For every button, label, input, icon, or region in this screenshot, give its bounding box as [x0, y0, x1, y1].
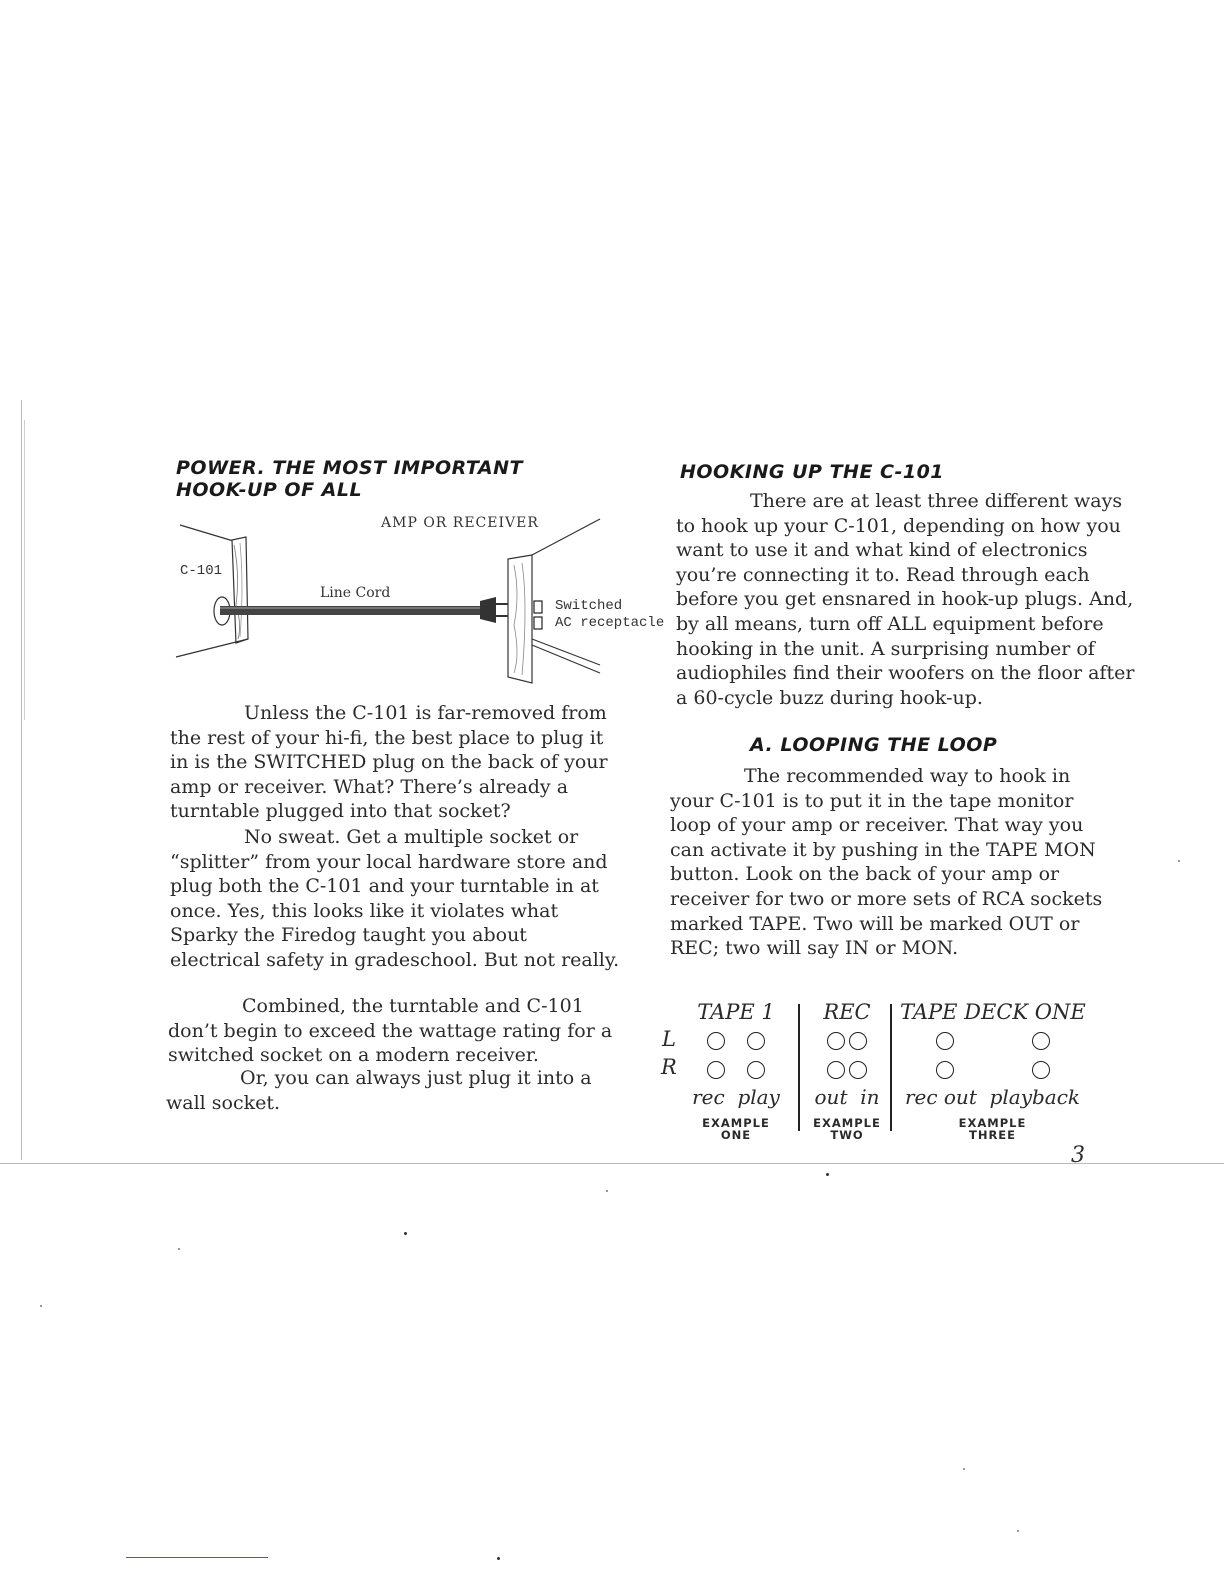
page-number: 3	[1071, 1143, 1085, 1168]
hooking-up-heading: HOOKING UP THE C-101	[680, 461, 945, 483]
power-heading	[176, 457, 616, 501]
dust-speck	[178, 1248, 180, 1250]
example-header: REC	[823, 1000, 871, 1024]
example-caption: EXAMPLE	[813, 1116, 881, 1130]
rca-socket-icon	[849, 1061, 867, 1079]
example-header: TAPE DECK ONE	[900, 1000, 1086, 1024]
socket-row-l	[808, 1030, 886, 1050]
example-divider	[890, 1004, 892, 1131]
example-one	[690, 1000, 782, 1141]
ac-receptacle-label: AC receptacle	[555, 615, 665, 631]
dust-speck	[606, 1190, 608, 1192]
example-header: TAPE 1	[697, 1000, 775, 1024]
paragraph	[168, 994, 618, 1068]
rca-socket-icon	[747, 1061, 765, 1079]
scan-edge	[24, 420, 25, 720]
socket-row-r	[900, 1060, 1085, 1080]
c101-label: C-101	[180, 563, 223, 579]
dust-speck	[826, 1173, 829, 1176]
right-channel-label: R	[661, 1055, 677, 1079]
example-controls: out in	[814, 1085, 880, 1109]
left-channel-label: L	[662, 1027, 676, 1051]
dust-speck	[1017, 1530, 1019, 1532]
switched-label: Switched	[555, 598, 623, 614]
rca-socket-icon	[827, 1061, 845, 1079]
rca-socket-icon	[849, 1032, 867, 1050]
rca-socket-icon	[1032, 1061, 1050, 1079]
paragraph-text: Or, you can always just plug it into a wall socket.	[166, 1067, 592, 1114]
rca-socket-icon	[936, 1061, 954, 1079]
amp-or-receiver-label: AMP OR RECEIVER	[381, 515, 539, 531]
paragraph-text: There are at least three different ways to hook up your C-101, depending on how you want to use it and what kind of electronics you’re connecting it to. Read through each before you get ensnared in hook-up plugs. And, by all means, turn off ALL equipment before hooking in the unit. A surprising number of audiophiles find their woofers on the floor after a 60-cycle buzz during hook-up.	[676, 490, 1135, 709]
example-controls: rec out playback	[904, 1085, 1081, 1109]
paragraph-text: No sweat. Get a multiple socket or “splitter” from your local hardware store and plug both the C-101 and your turntable in at once. Yes, this looks like it violates what Sparky the Firedog taught you about electrical safety in gradeschool. But not really.	[170, 826, 620, 971]
line-cord-label: Line Cord	[320, 585, 391, 601]
example-caption: EXAMPLE	[702, 1116, 770, 1130]
paragraph-text: The recommended way to hook in your C-101 is to put it in the tape monitor loop of your amp or receiver. That way you can activate it by pushing in the TAPE MON button. Look on the back of your amp or receiver for two or more sets of RCA sockets marked TAPE. Two will be marked OUT or REC; two will say IN or MON.	[670, 765, 1103, 960]
example-caption-number: THREE	[968, 1128, 1017, 1142]
dust-speck	[404, 1232, 407, 1235]
bottom-blue-rule	[126, 1557, 268, 1558]
paragraph	[670, 764, 1110, 961]
example-caption-number: ONE	[720, 1128, 752, 1142]
socket-row-l	[900, 1030, 1085, 1050]
rca-socket-icon	[936, 1032, 954, 1050]
socket-row-r	[690, 1060, 782, 1080]
example-caption-number: TWO	[830, 1128, 864, 1142]
dust-speck	[40, 1305, 42, 1307]
dust-speck	[1178, 860, 1180, 862]
rca-socket-icon	[827, 1032, 845, 1050]
looping-subheading: A. LOOPING THE LOOP	[750, 734, 998, 756]
rca-socket-icon	[747, 1032, 765, 1050]
rca-socket-icon	[707, 1032, 725, 1050]
dust-speck	[497, 1557, 500, 1560]
paragraph	[166, 1066, 616, 1115]
example-three	[900, 1000, 1085, 1141]
example-controls: rec play	[692, 1085, 780, 1109]
paragraph	[170, 701, 620, 824]
example-caption: EXAMPLE	[958, 1116, 1027, 1130]
socket-row-r	[808, 1060, 886, 1080]
dust-speck	[963, 1468, 965, 1470]
paragraph	[676, 489, 1136, 710]
example-divider	[798, 1004, 800, 1131]
paragraph-text: Combined, the turntable and C-101 don’t begin to exceed the wattage rating for a switched socket on a modern receiver.	[168, 995, 613, 1067]
paragraph-text: Unless the C-101 is far-removed from the rest of your hi-fi, the best place to plug it in is the SWITCHED plug on the back of your amp or receiver. What? There’s already a turntable plugged into that socket?	[170, 702, 608, 823]
example-two	[808, 1000, 886, 1141]
heading-line: HOOK-UP OF ALL	[176, 479, 363, 501]
socket-row-l	[690, 1030, 782, 1050]
power-hookup-figure	[170, 515, 670, 695]
rca-socket-icon	[1032, 1032, 1050, 1050]
paragraph	[170, 825, 620, 973]
page-bottom-rule	[0, 1163, 1224, 1164]
rca-socket-icon	[707, 1061, 725, 1079]
scan-edge	[21, 400, 22, 1160]
heading-line: POWER. THE MOST IMPORTANT	[176, 457, 523, 479]
